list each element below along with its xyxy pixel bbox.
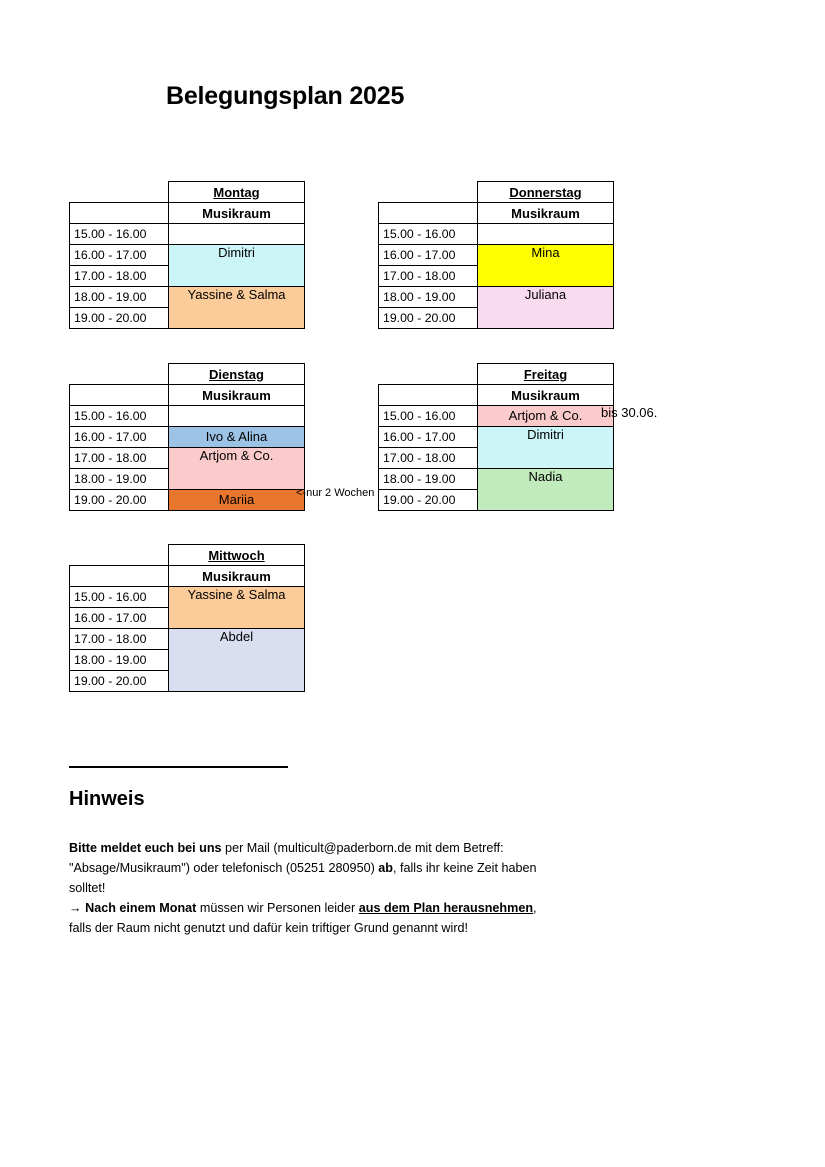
table-body	[70, 545, 305, 692]
table-row-day-header	[379, 182, 614, 203]
corner-cell	[379, 364, 478, 385]
table-row	[379, 469, 614, 490]
page-title: Belegungsplan 2025	[166, 82, 405, 110]
table-row-day-header	[70, 182, 305, 203]
empty-booking-cell	[478, 224, 614, 245]
booking-cell: Artjom & Co.	[169, 448, 305, 490]
time-slot-cell: 19.00 - 20.00	[379, 490, 478, 511]
empty-time-header-cell	[70, 203, 169, 224]
time-slot-cell: 15.00 - 16.00	[70, 406, 169, 427]
hinweis-text-run: ab	[378, 861, 393, 875]
table-body	[70, 182, 305, 329]
time-slot-cell: 17.00 - 18.00	[379, 266, 478, 287]
time-slot-cell: 19.00 - 20.00	[70, 671, 169, 692]
hinweis-heading: Hinweis	[69, 788, 145, 810]
room-header: Musikraum	[478, 203, 614, 224]
table-row	[70, 490, 305, 511]
table-row-room-header	[70, 566, 305, 587]
day-header-donnerstag	[478, 182, 614, 203]
time-slot-cell: 17.00 - 18.00	[379, 448, 478, 469]
time-slot-cell: 18.00 - 19.00	[379, 287, 478, 308]
room-header: Musikraum	[478, 385, 614, 406]
booking-cell: Yassine & Salma	[169, 287, 305, 329]
hinweis-text-run: , falls der Raum nicht genutzt und dafür kein triftiger Grund genannt wird!	[69, 901, 537, 935]
booking-cell: Juliana	[478, 287, 614, 329]
table-row	[70, 587, 305, 608]
hinweis-text-run: , falls ihr keine Zeit haben solltet!	[69, 861, 537, 895]
hinweis-text-run: aus dem Plan herausnehmen	[358, 901, 534, 915]
schedule-table-dienstag	[69, 363, 305, 511]
room-header: Musikraum	[169, 203, 305, 224]
time-slot-cell: 19.00 - 20.00	[70, 490, 169, 511]
table-row-room-header	[70, 385, 305, 406]
table-body	[379, 364, 614, 511]
time-slot-cell: 16.00 - 17.00	[379, 427, 478, 448]
booking-cell: Mariia	[169, 490, 305, 511]
hinweis-text-run: per Mail (multicult@paderborn.de mit dem Betreff: "Absage/Musikraum") oder telefonisch (05251 280950)	[69, 841, 504, 875]
corner-cell	[70, 182, 169, 203]
room-header: Musikraum	[169, 385, 305, 406]
schedule-table-mittwoch	[69, 544, 305, 692]
booking-cell: Dimitri	[169, 245, 305, 287]
hinweis-body	[69, 838, 539, 938]
time-slot-cell: 19.00 - 20.00	[379, 308, 478, 329]
table-row	[70, 629, 305, 650]
day-header-dienstag	[169, 364, 305, 385]
day-header-label: Freitag	[523, 366, 568, 382]
time-slot-cell: 17.00 - 18.00	[70, 266, 169, 287]
booking-cell: Dimitri	[478, 427, 614, 469]
schedule-table-freitag	[378, 363, 614, 511]
table-row	[70, 245, 305, 266]
hinweis-paragraph-p2	[69, 898, 539, 938]
note-dienstag-nur-2-wochen: <-nur 2 Wochen	[296, 487, 375, 499]
time-slot-cell: 15.00 - 16.00	[379, 406, 478, 427]
table-row	[70, 224, 305, 245]
note-freitag-bis-30-06: bis 30.06.	[601, 405, 658, 420]
time-slot-cell: 18.00 - 19.00	[70, 650, 169, 671]
empty-time-header-cell	[70, 385, 169, 406]
corner-cell	[70, 545, 169, 566]
day-header-montag	[169, 182, 305, 203]
time-slot-cell: 16.00 - 17.00	[70, 427, 169, 448]
table-body	[70, 364, 305, 511]
table-row	[379, 245, 614, 266]
day-header-mittwoch	[169, 545, 305, 566]
hinweis-text-run: müssen wir Personen leider	[196, 901, 359, 915]
time-slot-cell: 16.00 - 17.00	[70, 608, 169, 629]
day-header-label: Dienstag	[209, 366, 264, 382]
booking-cell: Abdel	[169, 629, 305, 692]
empty-time-header-cell	[379, 385, 478, 406]
table-row	[379, 406, 614, 427]
empty-time-header-cell	[379, 203, 478, 224]
corner-cell	[379, 182, 478, 203]
day-header-label: Montag	[213, 184, 260, 200]
schedule-table-donnerstag	[378, 181, 614, 329]
empty-time-header-cell	[70, 566, 169, 587]
time-slot-cell: 17.00 - 18.00	[70, 629, 169, 650]
time-slot-cell: 18.00 - 19.00	[70, 469, 169, 490]
room-header: Musikraum	[169, 566, 305, 587]
hinweis-text-run: Bitte meldet euch bei uns	[69, 841, 222, 855]
table-row-day-header	[70, 364, 305, 385]
booking-cell: Mina	[478, 245, 614, 287]
booking-cell: Yassine & Salma	[169, 587, 305, 629]
hinweis-divider	[69, 766, 288, 768]
table-body	[379, 182, 614, 329]
day-header-label: Mittwoch	[208, 547, 265, 563]
hinweis-text-run: Nach einem Monat	[85, 901, 197, 915]
booking-cell: Artjom & Co.	[478, 406, 614, 427]
time-slot-cell: 15.00 - 16.00	[70, 224, 169, 245]
table-row	[70, 448, 305, 469]
time-slot-cell: 16.00 - 17.00	[70, 245, 169, 266]
table-row	[379, 427, 614, 448]
table-row	[70, 427, 305, 448]
table-row-room-header	[70, 203, 305, 224]
table-row	[70, 406, 305, 427]
table-row-day-header	[379, 364, 614, 385]
hinweis-paragraph-p1	[69, 838, 539, 898]
day-header-label: Donnerstag	[509, 184, 582, 200]
table-row	[70, 287, 305, 308]
table-row-room-header	[379, 385, 614, 406]
time-slot-cell: 18.00 - 19.00	[70, 287, 169, 308]
time-slot-cell: 17.00 - 18.00	[70, 448, 169, 469]
empty-booking-cell	[169, 224, 305, 245]
corner-cell	[70, 364, 169, 385]
booking-cell: Nadia	[478, 469, 614, 511]
booking-cell: Ivo & Alina	[169, 427, 305, 448]
hinweis-text-run: →	[69, 901, 86, 915]
empty-booking-cell	[169, 406, 305, 427]
time-slot-cell: 19.00 - 20.00	[70, 308, 169, 329]
time-slot-cell: 15.00 - 16.00	[70, 587, 169, 608]
time-slot-cell: 18.00 - 19.00	[379, 469, 478, 490]
time-slot-cell: 15.00 - 16.00	[379, 224, 478, 245]
table-row-day-header	[70, 545, 305, 566]
time-slot-cell: 16.00 - 17.00	[379, 245, 478, 266]
schedule-table-montag	[69, 181, 305, 329]
table-row-room-header	[379, 203, 614, 224]
table-row	[379, 224, 614, 245]
table-row	[379, 287, 614, 308]
day-header-freitag	[478, 364, 614, 385]
